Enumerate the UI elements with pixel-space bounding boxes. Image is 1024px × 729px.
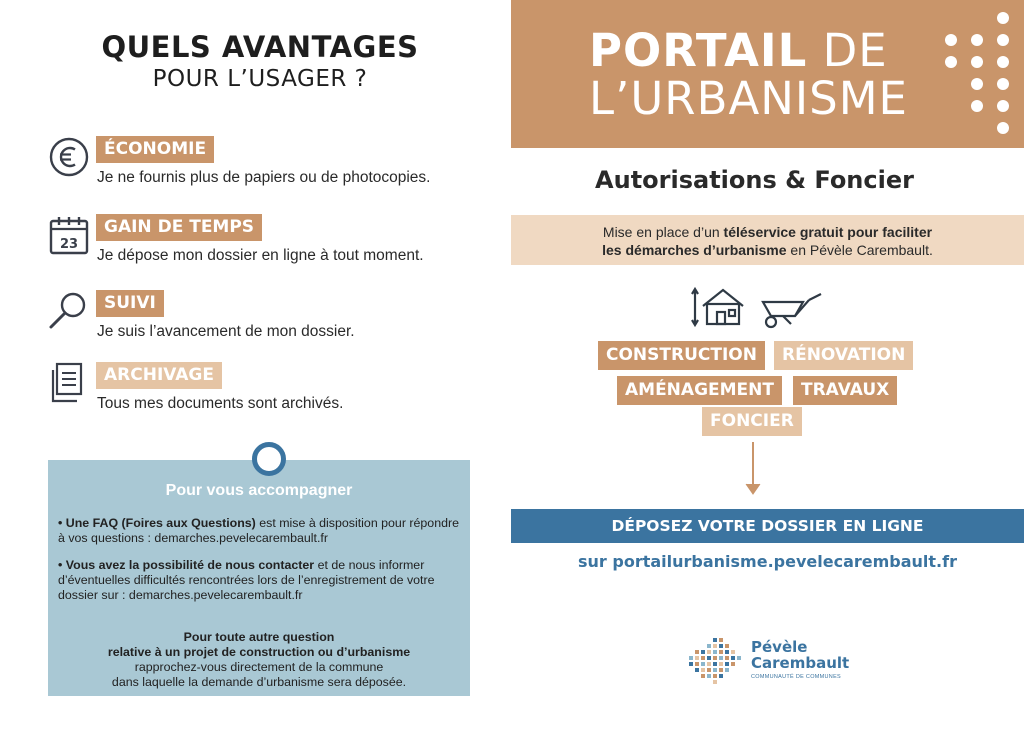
logo-mosaic-icon [685, 636, 747, 686]
euro-icon [48, 136, 90, 178]
help-footer-line: rapprochez-vous directement de la commune [134, 660, 384, 674]
house-wheelbarrow-icons [691, 286, 851, 330]
help-footer-line: relative à un projet de construction ou d’urbanisme [107, 645, 411, 659]
portal-subtitle: Autorisations & Foncier [595, 166, 914, 194]
documents-icon [48, 362, 90, 404]
advantage-label: ÉCONOMIE [96, 136, 214, 163]
advantage-suivi [48, 290, 508, 354]
portal-banner [511, 0, 1024, 148]
help-faq-bold: • Une FAQ (Foires aux Questions) [58, 516, 256, 530]
help-contact-bold: • Vous avez la possibilité de nous contacter [58, 558, 315, 572]
intro-line1: Mise en place d’un téléservice gratuit pour faciliter [602, 224, 933, 240]
advantage-label: ARCHIVAGE [96, 362, 222, 389]
banner-title-rest: DE [807, 24, 888, 77]
help-footer [48, 630, 470, 690]
advantage-text: Je suis l’avancement de mon dossier. [97, 323, 355, 340]
magnifier-icon [48, 290, 90, 332]
banner-title-line2: L’URBANISME [589, 72, 908, 125]
ring-ornament [252, 442, 286, 476]
help-contact-paragraph [58, 558, 463, 603]
intro-line2: les démarches d’urbanisme en Pévèle Carembault. [602, 242, 933, 258]
deposit-cta-banner: DÉPOSEZ VOTRE DOSSIER EN LIGNE [511, 509, 1024, 543]
wheelbarrow-icon [763, 294, 821, 327]
logo-text-line3: COMMUNAUTÉ DE COMMUNES [751, 674, 842, 680]
advantage-text: Je dépose mon dossier en ligne à tout moment. [97, 247, 424, 264]
help-title: Pour vous accompagner [165, 482, 353, 499]
help-faq-text: est mise à disposition pour répondre à vos questions : demarches.pevelecarembault.fr [58, 516, 459, 545]
calendar-day: 23 [59, 237, 79, 252]
arrow-down-icon [743, 440, 763, 498]
dots-ornament-icon [941, 12, 1021, 144]
project-icons [691, 286, 851, 335]
advantage-economie [48, 136, 508, 200]
advantage-archivage [48, 362, 508, 426]
banner-title-line1 [589, 24, 888, 77]
right-panel [511, 0, 1024, 729]
chip-travaux: TRAVAUX [793, 376, 897, 405]
chip-amenagement: AMÉNAGEMENT [617, 376, 782, 405]
house-height-icon [692, 289, 743, 325]
advantages-heading [0, 30, 520, 92]
logo-text-line2: Carembault [751, 654, 850, 672]
calendar-icon [48, 214, 90, 256]
banner-title-bold: PORTAIL [589, 24, 808, 77]
help-box [48, 460, 470, 696]
chip-construction: CONSTRUCTION [598, 341, 765, 370]
help-contact-text: et de nous informer d’éventuelles difficultés rencontrées lors de l’enregistrement de votre dossier sur : demarches.pevelecarembault.fr [58, 558, 435, 602]
advantage-label: SUIVI [96, 290, 164, 317]
advantages-subtitle: POUR L’USAGER ? [152, 66, 368, 92]
help-footer-line: dans laquelle la demande d’urbanisme sera déposée. [111, 675, 407, 689]
left-panel [0, 0, 511, 729]
help-footer-line: Pour toute autre question [183, 630, 335, 644]
pevele-carembault-logo [685, 636, 855, 690]
advantage-gain-de-temps [48, 214, 508, 278]
logo-text-line1: Pévèle [751, 638, 808, 656]
help-faq-paragraph [58, 516, 463, 546]
advantage-text: Je ne fournis plus de papiers ou de photocopies. [97, 169, 431, 186]
advantage-label: GAIN DE TEMPS [96, 214, 262, 241]
portal-url[interactable]: sur portailurbanisme.pevelecarembault.fr [578, 552, 957, 571]
advantages-title: QUELS AVANTAGES [101, 30, 419, 64]
advantage-text: Tous mes documents sont archivés. [97, 395, 344, 412]
chip-foncier: FONCIER [702, 407, 802, 436]
chip-renovation: RÉNOVATION [774, 341, 913, 370]
teleservice-intro [511, 215, 1024, 265]
